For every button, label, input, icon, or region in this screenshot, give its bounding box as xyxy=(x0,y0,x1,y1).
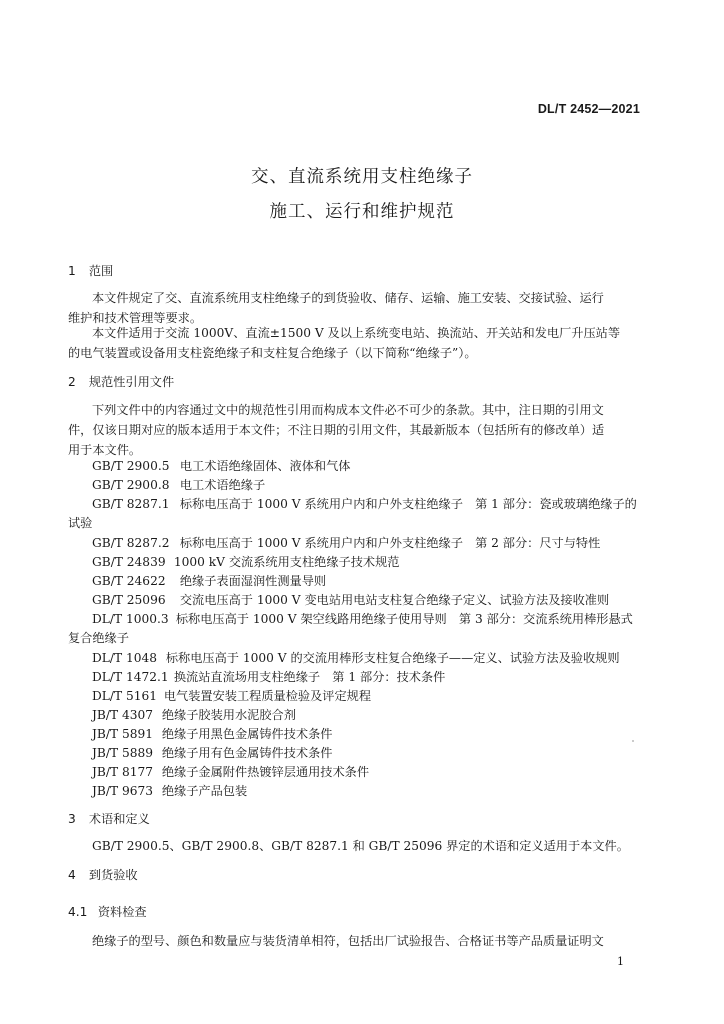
text-line: 本文件规定了交、直流系统用支柱绝缘子的到货验收、储存、运输、施工安装、交接试验、运行 xyxy=(92,291,604,305)
section-title: 到货验收 xyxy=(88,868,138,882)
reference-item xyxy=(92,705,296,725)
reference-code: DL/T 1472.1 xyxy=(92,670,169,684)
document-title-line1: 交、直流系统用支柱绝缘子 xyxy=(251,167,473,187)
reference-item xyxy=(92,475,265,495)
reference-item xyxy=(92,533,600,553)
reference-item xyxy=(92,686,371,706)
reference-code: GB/T 24622 xyxy=(92,574,166,588)
reference-continuation: 试验 xyxy=(68,516,93,530)
reference-title: 电工术语绝缘固体、液体和气体 xyxy=(179,459,351,473)
reference-code: GB/T 2900.8 xyxy=(92,478,170,492)
reference-title: 绝缘子金属附件热镀锌层通用技术条件 xyxy=(161,765,370,779)
reference-continuation: 复合绝缘子 xyxy=(68,631,129,645)
section-3-heading xyxy=(68,810,150,828)
reference-item xyxy=(92,667,445,687)
reference-item xyxy=(92,648,620,668)
subsection-4-1-text: 绝缘子的型号、颜色和数量应与装货清单相符，包括出厂试验报告、合格证书等产品质量证明文 xyxy=(92,934,604,948)
reference-item xyxy=(92,552,399,572)
section-1-paragraph-1 xyxy=(68,288,640,328)
reference-item xyxy=(92,724,333,744)
reference-code: GB/T 8287.2 xyxy=(92,536,170,550)
standard-code: DL/T 2452—2021 xyxy=(537,102,640,116)
section-number: 1 xyxy=(68,264,76,278)
reference-code: JB/T 5891 xyxy=(92,727,153,741)
text-line: 维护和技术管理等要求。 xyxy=(68,311,203,325)
reference-title: 交流电压高于 1000 V 变电站用电站支柱复合绝缘子定义、试验方法及接收准则 xyxy=(179,593,610,607)
reference-code: JB/T 4307 xyxy=(92,708,153,722)
reference-item xyxy=(92,762,369,782)
reference-code: DL/T 1000.3 xyxy=(92,612,169,626)
reference-title: 标称电压高于 1000 V 架空线路用绝缘子使用导则 第 3 部分：交流系统用棒形悬式 xyxy=(175,612,633,626)
text-line: 本文件适用于交流 1000V、直流±1500 V 及以上系统变电站、换流站、开关站和发电厂升压站等 xyxy=(92,326,621,340)
reference-item xyxy=(92,743,333,763)
reference-title: 电工术语绝缘子 xyxy=(179,478,266,492)
section-2-intro xyxy=(68,400,640,460)
page-number: 1 xyxy=(617,955,624,968)
reference-code: DL/T 1048 xyxy=(92,651,157,665)
scan-speck xyxy=(632,740,634,742)
reference-code: GB/T 2900.5 xyxy=(92,459,170,473)
reference-title: 绝缘子表面湿润性测量导则 xyxy=(179,574,327,588)
section-1-heading xyxy=(68,262,113,280)
section-title: 术语和定义 xyxy=(88,812,150,826)
section-number: 4 xyxy=(68,868,76,882)
section-3-text: GB/T 2900.5、GB/T 2900.8、GB/T 8287.1 和 GB/T 25096 界定的术语和定义适用于本文件。 xyxy=(92,839,629,853)
reference-title: 标称电压高于 1000 V 的交流用棒形支柱复合绝缘子——定义、试验方法及验收规则 xyxy=(165,651,620,665)
reference-title: 绝缘子产品包装 xyxy=(161,784,248,798)
reference-code: JB/T 8177 xyxy=(92,765,153,779)
reference-item xyxy=(92,456,351,476)
text-line: 的电气装置或设备用支柱瓷绝缘子和支柱复合绝缘子（以下简称“绝缘子”）。 xyxy=(68,346,477,360)
subsection-number: 4.1 xyxy=(68,905,88,919)
reference-title: 换流站直流场用支柱绝缘子 第 1 部分：技术条件 xyxy=(173,670,446,684)
section-number: 2 xyxy=(68,375,76,389)
reference-title: 绝缘子胶装用水泥胶合剂 xyxy=(161,708,296,722)
text-line: 用于本文件。 xyxy=(68,443,142,457)
document-title-line2: 施工、运行和维护规范 xyxy=(269,202,455,222)
reference-title: 标称电压高于 1000 V 系统用户内和户外支柱绝缘子 第 1 部分：瓷或玻璃绝缘子的 xyxy=(179,497,637,511)
reference-title: 电气装置安装工程质量检验及评定规程 xyxy=(163,689,372,703)
section-4-heading xyxy=(68,866,138,884)
reference-title: 绝缘子用有色金属铸件技术条件 xyxy=(161,746,333,760)
subsection-title: 资料检查 xyxy=(97,905,147,919)
reference-code: GB/T 8287.1 xyxy=(92,497,170,511)
section-title: 规范性引用文件 xyxy=(88,375,175,389)
section-title: 范围 xyxy=(88,264,114,278)
reference-item xyxy=(92,781,247,801)
text-line: 件，仅该日期对应的版本适用于本文件；不注日期的引用文件，其最新版本（包括所有的修改单）适 xyxy=(68,423,605,437)
reference-title: 绝缘子用黑色金属铸件技术条件 xyxy=(161,727,333,741)
reference-item xyxy=(92,609,633,629)
reference-code: GB/T 24839 xyxy=(92,555,166,569)
section-number: 3 xyxy=(68,812,76,826)
reference-item xyxy=(92,494,637,514)
text-line: 下列文件中的内容通过文中的规范性引用而构成本文件必不可少的条款。其中，注日期的引用文 xyxy=(92,403,604,417)
section-2-heading xyxy=(68,373,174,391)
reference-item xyxy=(92,571,326,591)
reference-code: DL/T 5161 xyxy=(92,689,157,703)
reference-item xyxy=(92,590,609,610)
reference-title: 1000 kV 交流系统用支柱绝缘子技术规范 xyxy=(173,555,400,569)
reference-code: JB/T 5889 xyxy=(92,746,153,760)
reference-title: 标称电压高于 1000 V 系统用户内和户外支柱绝缘子 第 2 部分：尺寸与特性 xyxy=(179,536,601,550)
subsection-4-1-heading xyxy=(68,903,147,921)
reference-code: JB/T 9673 xyxy=(92,784,153,798)
reference-code: GB/T 25096 xyxy=(92,593,166,607)
section-1-paragraph-2 xyxy=(68,323,640,363)
